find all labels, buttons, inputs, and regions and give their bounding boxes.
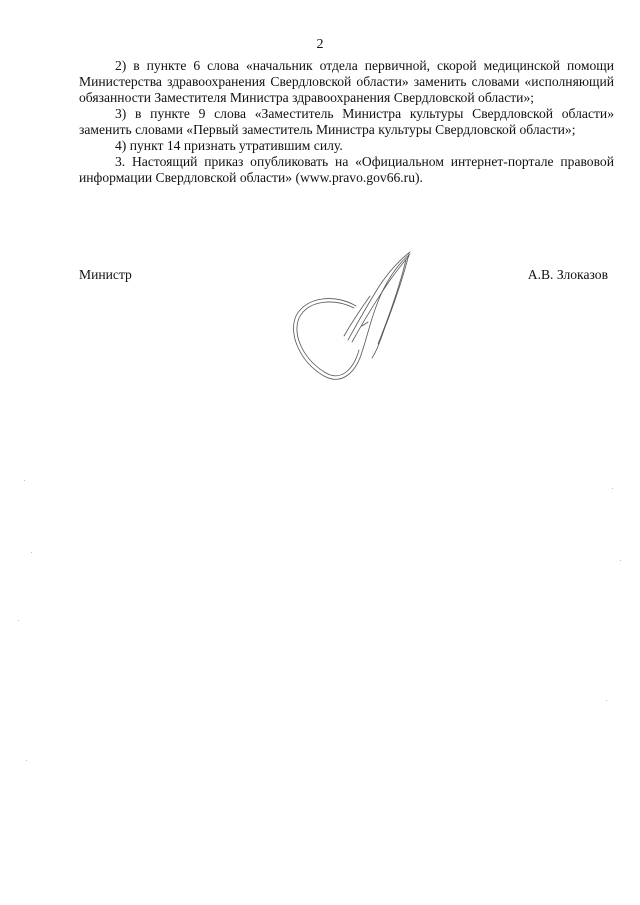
scan-speck <box>26 760 27 761</box>
paragraph-publish-order: 3. Настоящий приказ опубликовать на «Официальном интернет-портале правовой информации Свердловской области» (www.pravo.gov66.ru). <box>79 154 614 185</box>
scan-speck <box>18 620 19 621</box>
document-body <box>79 58 614 186</box>
signatory-name: А.В. Злоказов <box>527 267 608 282</box>
scan-speck <box>606 700 607 701</box>
paragraph-item-3: 3) в пункте 9 слова «Заместитель Министра культуры Свердловской области» заменить словами «Первый заместитель Министра культуры Свердловской области»; <box>79 106 614 137</box>
signatory-role: Министр <box>79 267 132 282</box>
scan-speck <box>24 480 25 481</box>
scan-speck <box>620 560 621 561</box>
scan-speck <box>612 488 613 489</box>
paragraph-item-2: 2) в пункте 6 слова «начальник отдела первичной, скорой медицинской помощи Министерства здравоохранения Свердловской области» заменить словами «исполняющий обязанности Заместителя Министра здравоохранения Свердловской области»; <box>79 58 614 105</box>
paragraph-item-4: 4) пункт 14 признать утратившим силу. <box>115 138 343 153</box>
scan-speck <box>31 552 32 553</box>
page-number: 2 <box>316 37 324 52</box>
handwritten-signature <box>286 244 416 384</box>
